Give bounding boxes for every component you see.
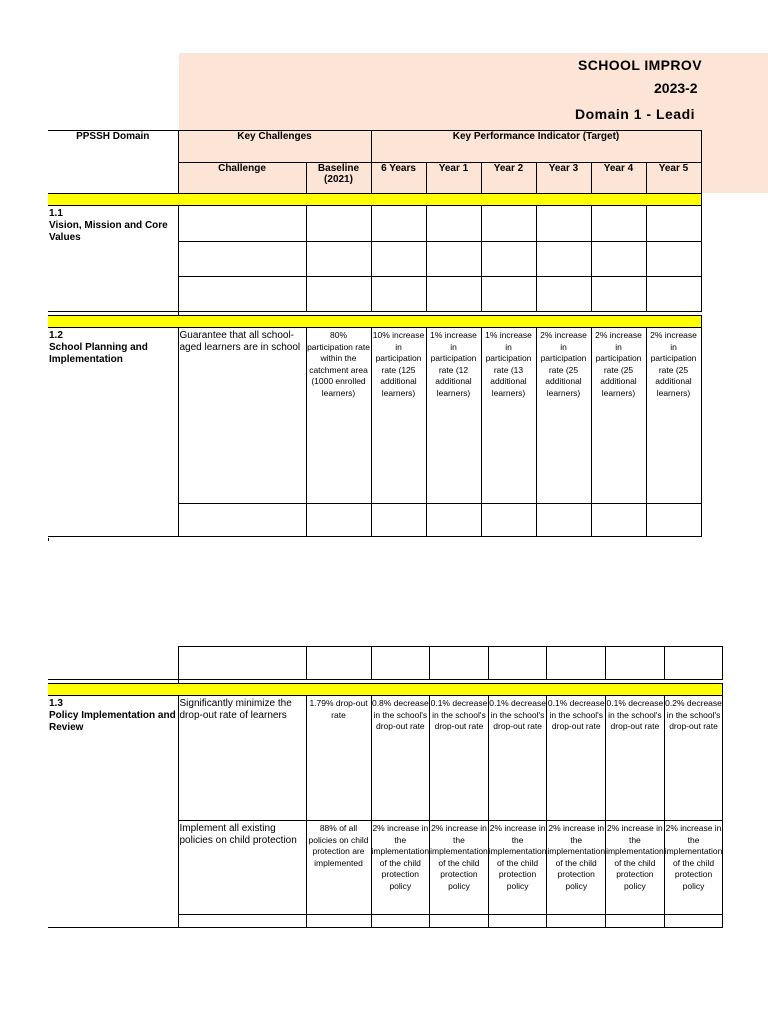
- improvement-plan-table: [48, 130, 702, 537]
- table-row: [48, 206, 701, 242]
- challenge-header: Challenge: [178, 163, 306, 194]
- year4-header: Year 4: [591, 163, 646, 194]
- improvement-plan-table-continued: [48, 646, 723, 928]
- year4-cell: 2% increase in participation rate (25 additional learners): [591, 328, 646, 504]
- year2-cell: 0.1% decrease in the school's drop-out rate: [488, 696, 547, 821]
- challenge-cell: Guarantee that all school-aged learners are in school: [178, 328, 306, 504]
- six-years-cell: 10% increase in participation rate (125 additional learners): [371, 328, 426, 504]
- section-bar: [48, 684, 723, 696]
- domain-title: Domain 1 - Leadi: [575, 106, 696, 122]
- section-1-3: [48, 696, 178, 928]
- section-name: Vision, Mission and Core Values: [49, 220, 168, 243]
- table-row: [48, 696, 723, 821]
- year5-header: Year 5: [646, 163, 701, 194]
- page-divider-rule: [48, 538, 49, 541]
- six-years-cell: 0.8% decrease in the school's drop-out rate: [371, 696, 430, 821]
- year1-header: Year 1: [426, 163, 481, 194]
- baseline-header: Baseline (2021): [306, 163, 371, 194]
- year4-cell: 2% increase in the implementation of the child protection policy: [606, 821, 665, 915]
- section-number: 1.3: [49, 698, 63, 709]
- section-bar: [48, 194, 701, 206]
- year2-header: Year 2: [481, 163, 536, 194]
- section-number: 1.2: [49, 330, 63, 341]
- challenge-cell: Implement all existing policies on child protection: [178, 821, 306, 915]
- section-name: Policy Implementation and Review: [49, 710, 176, 733]
- section-bar: [48, 316, 701, 328]
- year1-cell: 0.1% decrease in the school's drop-out rate: [430, 696, 489, 821]
- table-row: [48, 647, 723, 680]
- year3-cell: 2% increase in the implementation of the child protection policy: [547, 821, 606, 915]
- section-name: School Planning and Implementation: [49, 342, 148, 365]
- header-right-fill: [701, 130, 768, 193]
- title-band: [179, 53, 768, 130]
- year2-cell: 2% increase in the implementation of the child protection policy: [488, 821, 547, 915]
- plan-title: SCHOOL IMPROV: [578, 57, 702, 73]
- baseline-cell: 1.79% drop-out rate: [306, 696, 371, 821]
- section-number: 1.1: [49, 208, 63, 219]
- challenge-cell: Significantly minimize the drop-out rate of learners: [178, 696, 306, 821]
- year1-cell: 1% increase in participation rate (12 additional learners): [426, 328, 481, 504]
- year5-cell: 0.2% decrease in the school's drop-out rate: [664, 696, 723, 821]
- baseline-cell: 80% participation rate within the catchment area (1000 enrolled learners): [306, 328, 371, 504]
- baseline-cell: 88% of all policies on child protection are implemented: [306, 821, 371, 915]
- year4-cell: 0.1% decrease in the school's drop-out rate: [606, 696, 665, 821]
- ppssh-domain-header: PPSSH Domain: [48, 131, 178, 194]
- year5-cell: 2% increase in participation rate (25 additional learners): [646, 328, 701, 504]
- year2-cell: 1% increase in participation rate (13 additional learners): [481, 328, 536, 504]
- key-challenges-header: Key Challenges: [178, 131, 371, 163]
- section-1-1: [48, 206, 178, 312]
- year5-cell: 2% increase in the implementation of the child protection policy: [664, 821, 723, 915]
- plan-years: 2023-2: [654, 80, 698, 96]
- kpi-target-header: Key Performance Indicator (Target): [371, 131, 701, 163]
- year3-cell: 0.1% decrease in the school's drop-out rate: [547, 696, 606, 821]
- year3-header: Year 3: [536, 163, 591, 194]
- six-years-cell: 2% increase in the implementation of the child protection policy: [371, 821, 430, 915]
- section-1-2: [48, 328, 178, 537]
- table-row: [48, 328, 701, 504]
- six-years-header: 6 Years: [371, 163, 426, 194]
- year1-cell: 2% increase in the implementation of the child protection policy: [430, 821, 489, 915]
- year3-cell: 2% increase in participation rate (25 additional learners): [536, 328, 591, 504]
